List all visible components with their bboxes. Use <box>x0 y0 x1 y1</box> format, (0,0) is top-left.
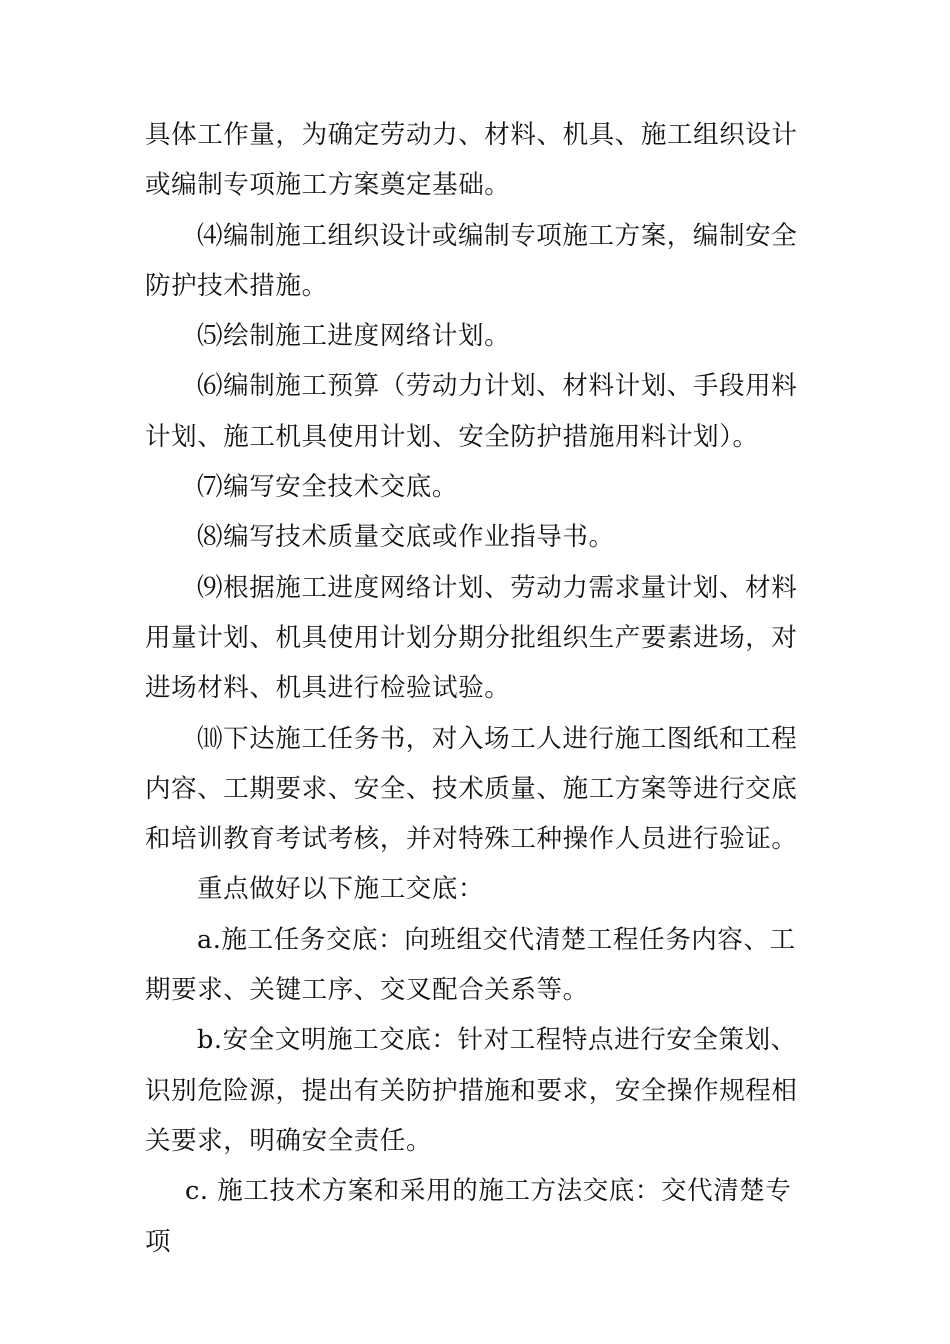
paragraph-item-4: ⑷编制施工组织设计或编制专项施工方案，编制安全防护技术措施。 <box>145 220 798 301</box>
paragraph-item-a: a.施工任务交底：向班组交代清楚工程任务内容、工期要求、关键工序、交叉配合关系等。 <box>145 924 796 1006</box>
paragraph-item-9: ⑼根据施工进度网络计划、劳动力需求量计划、材料用量计划、机具使用计划分期分批组织生产要素进场，对进场材料、机具进行检验试验。 <box>145 572 798 704</box>
paragraph-item-c: c. 施工技术方案和采用的施工方法交底：交代清楚专项 <box>145 1176 792 1257</box>
document-body <box>145 110 810 1267</box>
paragraph-continuation: 具体工作量，为确定劳动力、材料、机具、施工组织设计或编制专项施工方案奠定基础。 <box>145 120 798 201</box>
paragraph-item-10: ⑽下达施工任务书，对入场工人进行施工图纸和工程内容、工期要求、安全、技术质量、施工方案等进行交底和培训教育考试考核，并对特殊工种操作人员进行验证。 <box>145 723 798 855</box>
paragraph-item-6: ⑹编制施工预算（劳动力计划、材料计划、手段用料计划、施工机具使用计划、安全防护措施用料计划）。 <box>145 371 798 452</box>
paragraph-item-8: ⑻编写技术质量交底或作业指导书。 <box>197 522 615 553</box>
paragraph-item-b: b.安全文明施工交底：针对工程特点进行安全策划、识别危险源，提出有关防护措施和要求，安全操作规程相关要求，明确安全责任。 <box>145 1025 798 1156</box>
paragraph-item-7: ⑺编写安全技术交底。 <box>197 472 459 503</box>
paragraph-key-points-intro: 重点做好以下施工交底： <box>197 874 485 905</box>
paragraph-item-5: ⑸绘制施工进度网络计划。 <box>197 321 511 352</box>
